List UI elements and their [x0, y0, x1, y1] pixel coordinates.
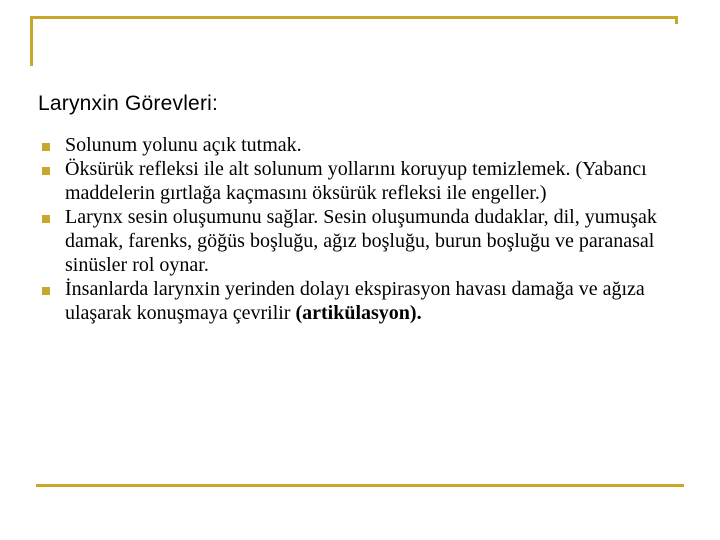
- bullet-item-4: [38, 277, 688, 325]
- bullet-text-4-bold: (artikülasyon).: [295, 302, 422, 324]
- square-bullet-icon: [42, 167, 50, 175]
- square-bullet-icon: [42, 143, 50, 151]
- bullet-text-2: Öksürük refleksi ile alt solunum yollarını koruyup temizlemek. (Yabancı maddelerin gırtlağa kaçmasını öksürük refleksi ile engeller.): [65, 158, 647, 204]
- square-bullet-icon: [42, 287, 50, 295]
- slide-heading: Larynxin Görevleri:: [38, 92, 219, 115]
- left-decorative-rule: [30, 16, 33, 66]
- top-right-decorative-tick: [675, 16, 678, 24]
- bullet-item-2: [38, 157, 688, 205]
- bullet-text-1: Solunum yolunu açık tutmak.: [65, 134, 302, 156]
- bullet-list: [38, 133, 688, 325]
- bullet-item-1: [38, 133, 688, 157]
- bullet-text-4: İnsanlarda larynxin yerinden dolayı ekspirasyon havası damağa ve ağıza ulaşarak konuşmaya çevrilir: [65, 278, 645, 324]
- bullet-text-3: Larynx sesin oluşumunu sağlar. Sesin oluşumunda dudaklar, dil, yumuşak damak, farenks, göğüs boşluğu, ağız boşluğu, burun boşluğu ve paranasal sinüsler rol oynar.: [65, 206, 657, 276]
- square-bullet-icon: [42, 215, 50, 223]
- bottom-decorative-rule: [36, 484, 684, 487]
- top-decorative-rule: [30, 16, 678, 19]
- bullet-item-3: [38, 205, 688, 277]
